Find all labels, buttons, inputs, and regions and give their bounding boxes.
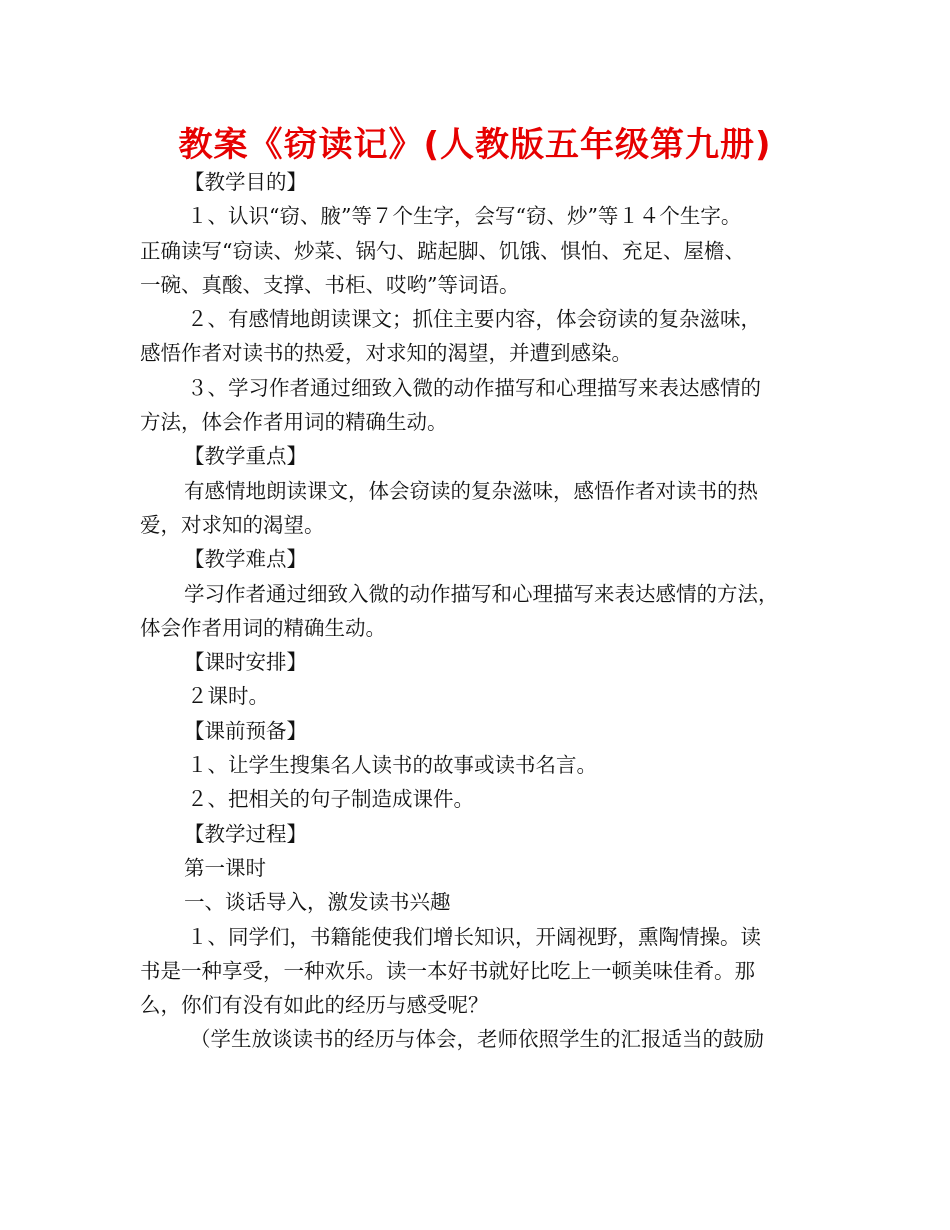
paragraph-line: ２、有感情地朗读课文；抓住主要内容，体会窃读的复杂滋味，: [187, 307, 761, 332]
section-heading-key-points: 【教学重点】: [184, 444, 307, 469]
paragraph-line: 学习作者通过细致入微的动作描写和心理描写来表达感情的方法，: [184, 581, 779, 606]
paragraph-line: 爱，对求知的渴望。: [140, 512, 325, 537]
document-body: [140, 165, 820, 1057]
paragraph-line: ２、把相关的句子制造成课件。: [187, 787, 474, 812]
step-heading: 一、谈话导入，激发读书兴趣: [184, 890, 451, 915]
paragraph-line: ３、学习作者通过细致入微的动作描写和心理描写来表达感情的: [187, 375, 761, 400]
paragraph-line: 感悟作者对读书的热爱，对求知的渴望，并遭到感染。: [140, 341, 632, 366]
section-heading-difficulties: 【教学难点】: [184, 547, 307, 572]
paragraph-line: １、认识“窃、腋”等７个生字，会写“窃、炒”等１４个生字。: [187, 204, 742, 229]
document-title: 教案《窃读记》(人教版五年级第九册): [178, 125, 772, 165]
paragraph-line: （学生放谈读书的经历与体会，老师依照学生的汇报适当的鼓励: [190, 1027, 764, 1052]
section-heading-process: 【教学过程】: [184, 821, 307, 846]
paragraph-line: 方法，体会作者用词的精确生动。: [140, 410, 448, 435]
paragraph-line: 么，你们有没有如此的经历与感受呢？: [140, 993, 489, 1018]
paragraph-line: ２课时。: [187, 684, 269, 709]
paragraph-line: 书是一种享受，一种欢乐。读一本好书就好比吃上一顿美味佳肴。那: [140, 958, 755, 983]
lesson-heading: 第一课时: [184, 855, 266, 880]
paragraph-line: 有感情地朗读课文，体会窃读的复杂滋味，感悟作者对读书的热: [184, 478, 758, 503]
section-heading-objectives: 【教学目的】: [184, 170, 307, 194]
paragraph-line: 体会作者用词的精确生动。: [140, 615, 386, 640]
section-heading-schedule: 【课时安排】: [184, 650, 307, 675]
section-heading-preparation: 【课前预备】: [184, 718, 307, 743]
paragraph-line: 正确读写“窃读、炒菜、锅勺、踮起脚、饥饿、惧怕、充足、屋檐、: [140, 238, 745, 263]
paragraph-line: １、同学们，书籍能使我们增长知识，开阔视野，熏陶情操。读: [187, 924, 761, 949]
paragraph-line: １、让学生搜集名人读书的故事或读书名言。: [187, 753, 597, 778]
paragraph-line: 一碗、真酸、支撑、书柜、哎哟”等词语。: [140, 272, 520, 297]
